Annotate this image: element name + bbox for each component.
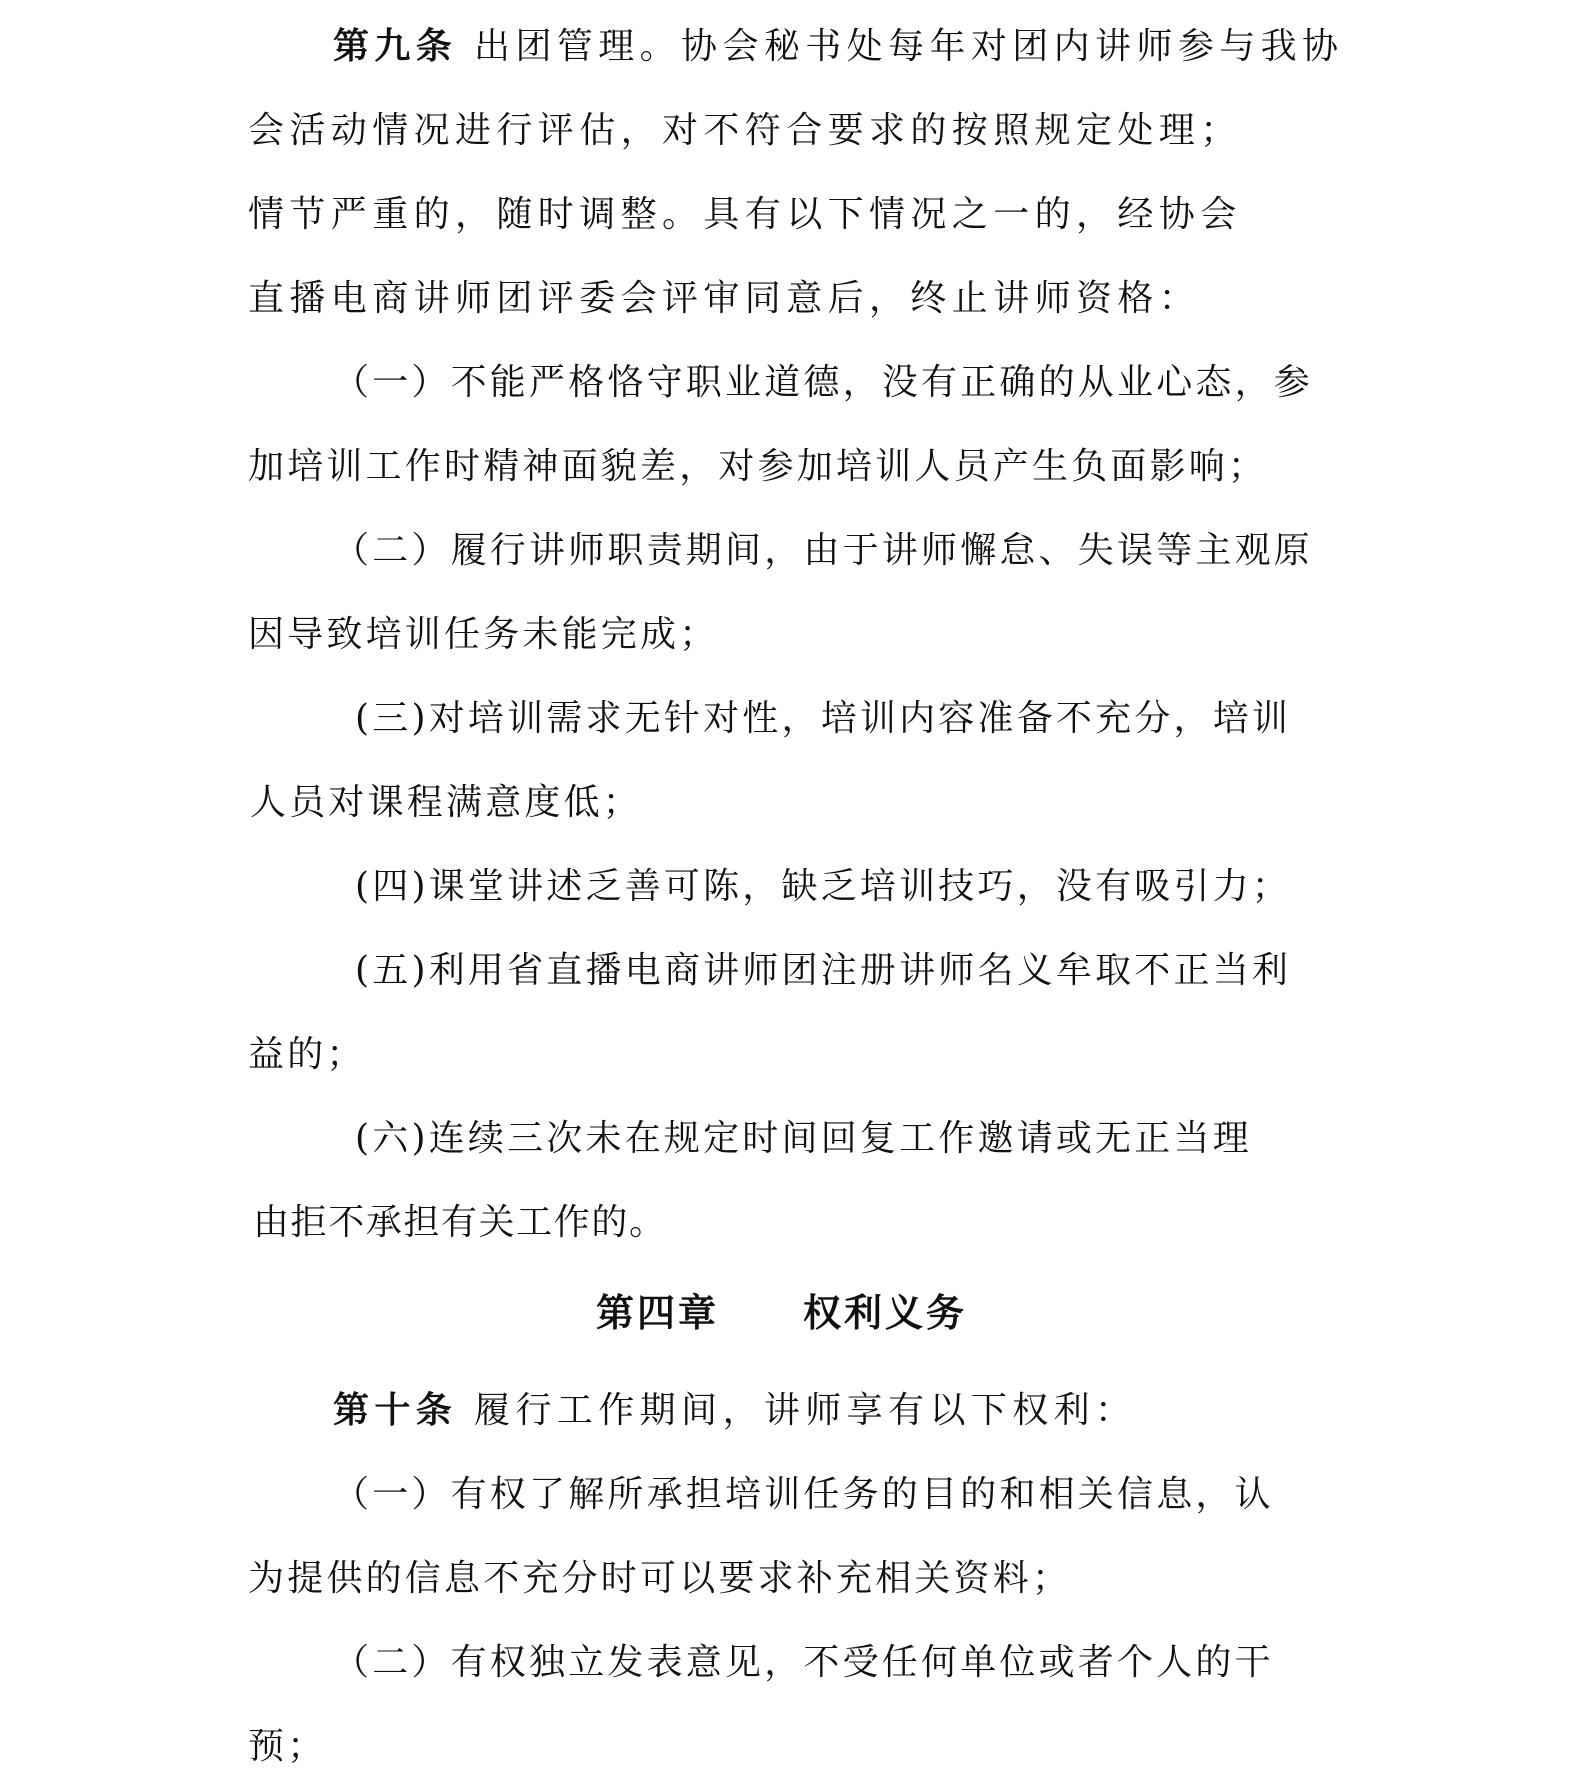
article-10-item-1-line-1: （一）有权了解所承担培训任务的目的和相关信息，认 xyxy=(333,1474,1274,1515)
article-9-line-1 xyxy=(333,25,1343,69)
article-10-item-1-line-2: 为提供的信息不充分时可以要求补充相关资料； xyxy=(248,1558,1072,1599)
article-9-line-2: 会活动情况进行评估，对不符合要求的按照规定处理； xyxy=(248,110,1242,151)
article-10-item-2-line-1: （二）有权独立发表意见，不受任何单位或者个人的干 xyxy=(333,1642,1274,1683)
article-9-item-4-line-1: (四)课堂讲述乏善可陈，缺乏培训技巧，没有吸引力； xyxy=(355,866,1292,907)
article-10-intro: 履行工作期间，讲师享有以下权利： xyxy=(474,1390,1137,1431)
article-9-item-2-line-1: （二）履行讲师职责期间，由于讲师懈怠、失误等主观原 xyxy=(333,530,1314,571)
article-9-item-1-line-1: （一）不能严格恪守职业道德，没有正确的从业心态，参 xyxy=(333,362,1314,403)
article-9-item-2-line-2: 因导致培训任务未能完成； xyxy=(248,614,719,655)
article-9-line-4: 直播电商讲师团评委会评审同意后，终止讲师资格： xyxy=(248,278,1201,319)
chapter-heading xyxy=(596,1291,967,1335)
article-9-item-6-line-2: 由拒不承担有关工作的。 xyxy=(253,1202,667,1243)
article-9-item-3-line-2: 人员对课程满意度低； xyxy=(250,782,643,823)
article-10-title: 第十条 xyxy=(333,1390,458,1431)
chapter-number: 第四章 xyxy=(596,1291,720,1335)
article-9-line-3: 情节严重的，随时调整。具有以下情况之一的，经协会 xyxy=(248,194,1242,235)
article-9-item-6-line-1: (六)连续三次未在规定时间回复工作邀请或无正当理 xyxy=(355,1118,1252,1159)
chapter-name: 权利义务 xyxy=(803,1291,968,1335)
article-9-item-5-line-1: (五)利用省直播电商讲师团注册讲师名义牟取不正当利 xyxy=(355,950,1292,991)
article-9-item-3-line-1: (三)对培训需求无针对性，培训内容准备不充分，培训 xyxy=(355,698,1292,739)
article-9-item-1-line-2: 加培训工作时精神面貌差，对参加培训人员产生负面影响； xyxy=(248,446,1268,487)
article-9-title: 第九条 xyxy=(333,26,458,67)
article-9-text-1: 出团管理。协会秘书处每年对团内讲师参与我协 xyxy=(474,26,1344,67)
article-10-line-1 xyxy=(333,1389,1136,1433)
article-9-item-5-line-2: 益的； xyxy=(248,1034,366,1075)
article-10-item-2-line-2: 预； xyxy=(248,1726,327,1767)
